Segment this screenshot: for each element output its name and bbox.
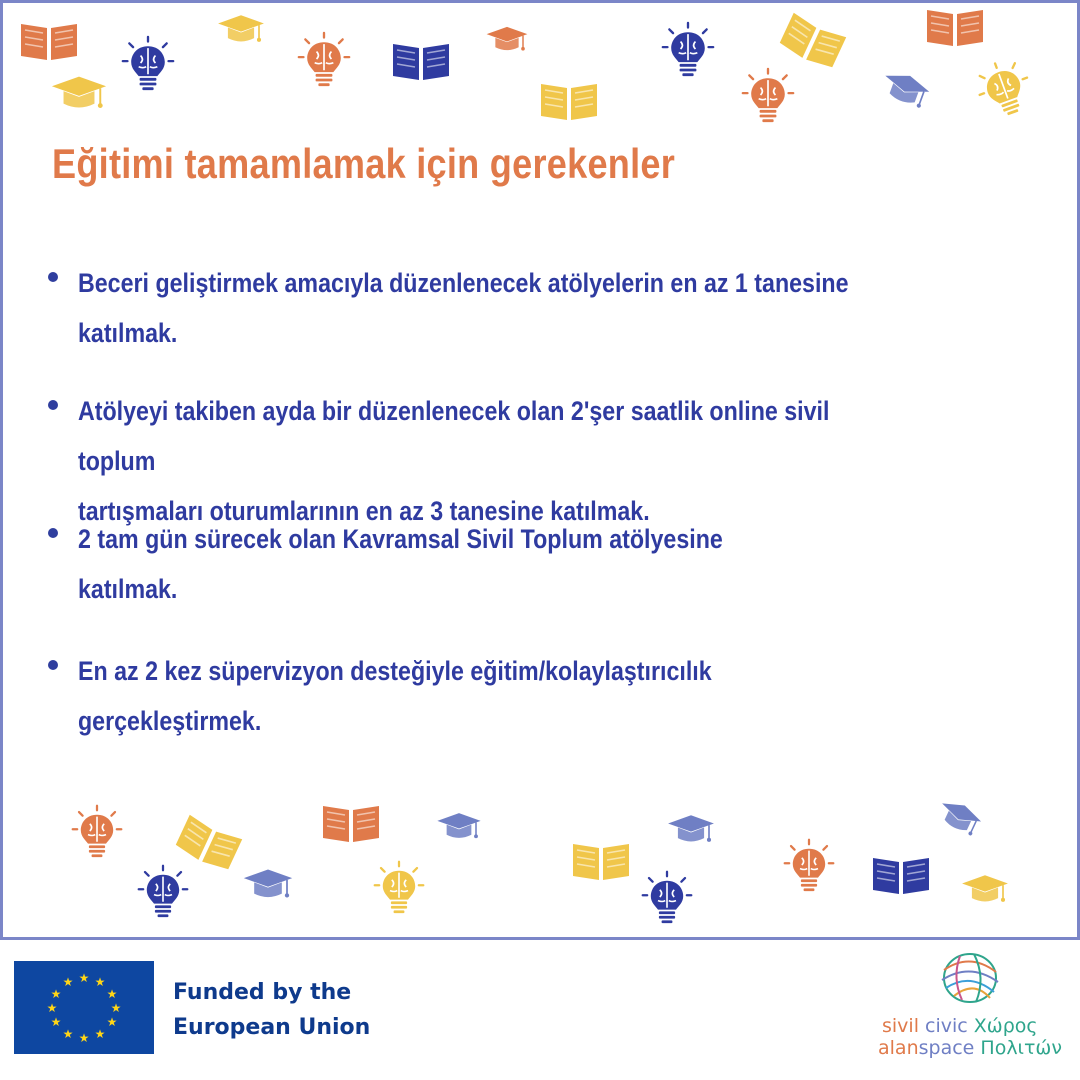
- requirement-line: katılmak.: [78, 574, 178, 604]
- book-icon: [570, 838, 632, 882]
- logo-word: sivil: [882, 1015, 919, 1037]
- graduation-cap-icon: [240, 866, 296, 904]
- requirement-text: [78, 646, 904, 746]
- logo-word: Χώρος: [973, 1015, 1038, 1037]
- logo-word: civic: [925, 1015, 968, 1037]
- eu-flag-icon: ★ ★ ★ ★ ★ ★ ★ ★ ★ ★ ★ ★: [14, 961, 154, 1054]
- footer: [0, 940, 1080, 1080]
- graduation-cap-icon: [430, 810, 488, 844]
- book-icon: [18, 18, 80, 62]
- requirement-line: katılmak.: [78, 318, 178, 348]
- lightbulb-brain-icon: [136, 860, 190, 922]
- graduation-cap-icon: [956, 872, 1014, 908]
- lightbulb-brain-icon: [70, 800, 124, 862]
- bullet-icon: [48, 400, 58, 410]
- funded-line: European Union: [173, 1015, 371, 1040]
- lightbulb-brain-icon: [660, 18, 716, 80]
- book-icon: [870, 852, 932, 896]
- logo-word: alan: [878, 1037, 919, 1059]
- globe-lines-icon: [934, 950, 1004, 1006]
- lightbulb-brain-icon: [740, 64, 796, 126]
- requirement-line: tartışmaları oturumlarının en az 3 tanesine katılmak.: [78, 496, 650, 526]
- book-icon: [924, 4, 986, 48]
- requirement-line: 2 tam gün sürecek olan Kavramsal Sivil Toplum atölyesine: [78, 524, 723, 554]
- logo-word: Πολιτών: [980, 1037, 1062, 1059]
- book-icon: [390, 38, 452, 82]
- graduation-cap-icon: [210, 12, 272, 48]
- book-icon: [538, 78, 600, 122]
- requirement-line: Atölyeyi takiben ayda bir düzenlenecek olan 2'şer saatlik online sivil toplum: [78, 396, 830, 476]
- bullet-icon: [48, 660, 58, 670]
- graduation-cap-icon: [50, 72, 108, 116]
- page-title: Eğitimi tamamlamak için gerekenler: [52, 140, 676, 187]
- lightbulb-brain-icon: [296, 30, 352, 88]
- requirement-text: [78, 258, 904, 358]
- lightbulb-brain-icon: [120, 34, 176, 92]
- book-icon: [320, 800, 382, 844]
- bullet-icon: [48, 272, 58, 282]
- lightbulb-brain-icon: [372, 856, 426, 918]
- requirement-line: En az 2 kez süpervizyon desteğiyle eğitim/kolaylaştırıcılık: [78, 656, 712, 686]
- funded-line: Funded by the: [173, 980, 352, 1005]
- funding-statement: [173, 975, 370, 1045]
- lightbulb-brain-icon: [782, 834, 836, 896]
- requirement-line: gerçekleştirmek.: [78, 706, 262, 736]
- graduation-cap-icon: [478, 24, 536, 56]
- requirement-text: [78, 514, 904, 614]
- bullet-icon: [48, 528, 58, 538]
- lightbulb-brain-icon: [640, 866, 694, 928]
- graduation-cap-icon: [662, 812, 720, 848]
- civic-space-logo: [872, 950, 1072, 1070]
- logo-word: space: [918, 1037, 975, 1059]
- requirement-line: Beceri geliştirmek amacıyla düzenlenecek atölyelerin en az 1 tanesine: [78, 268, 849, 298]
